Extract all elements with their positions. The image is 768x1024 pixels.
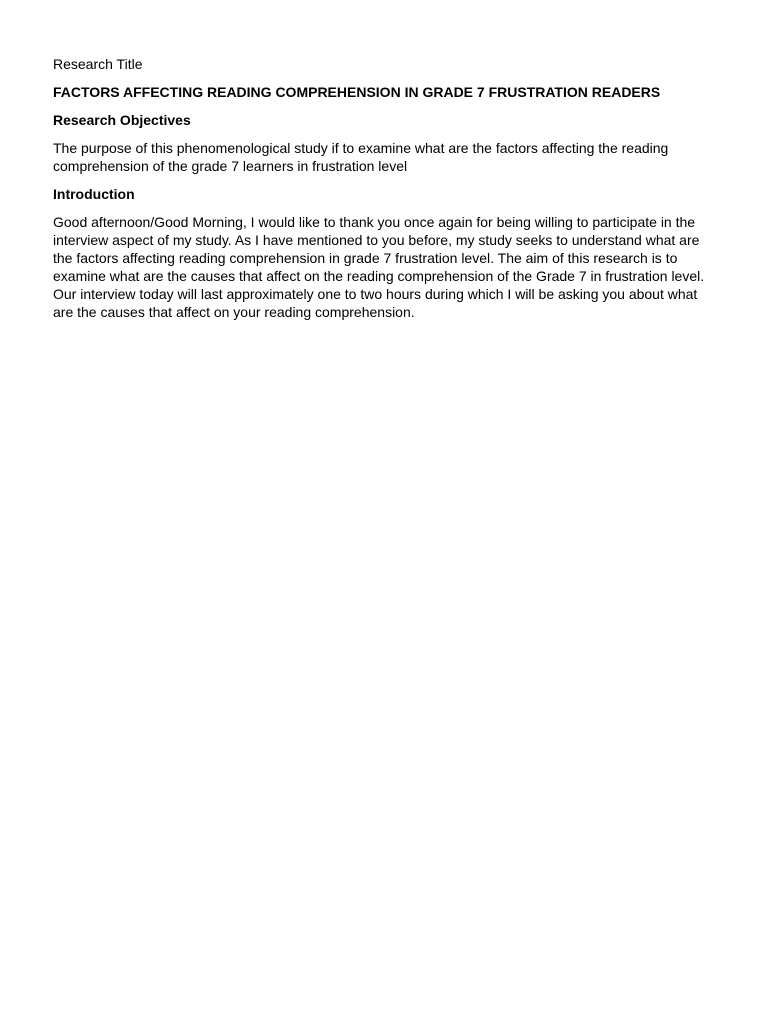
research-title-label: Research Title xyxy=(53,56,143,72)
document-content xyxy=(53,55,718,331)
introduction-body: Good afternoon/Good Morning, I would like to thank you once again for being willing to participate in the interview aspect of my study. As I have mentioned to you before, my study seeks to understand what are the factors affecting reading comprehension in grade 7 frustration level. The aim of this research is to examine what are the causes that affect on the reading comprehension of the Grade 7 in frustration level. Our interview today will last approximately one to two hours during which I will be asking you about what are the causes that affect on your reading comprehension. xyxy=(53,214,705,320)
research-objectives-heading: Research Objectives xyxy=(53,112,191,128)
research-objectives-body: The purpose of this phenomenological study if to examine what are the factors affecting the reading comprehension of the grade 7 learners in frustration level xyxy=(53,140,669,174)
introduction-heading: Introduction xyxy=(53,186,135,202)
research-title: FACTORS AFFECTING READING COMPREHENSION IN GRADE 7 FRUSTRATION READERS xyxy=(53,84,661,100)
